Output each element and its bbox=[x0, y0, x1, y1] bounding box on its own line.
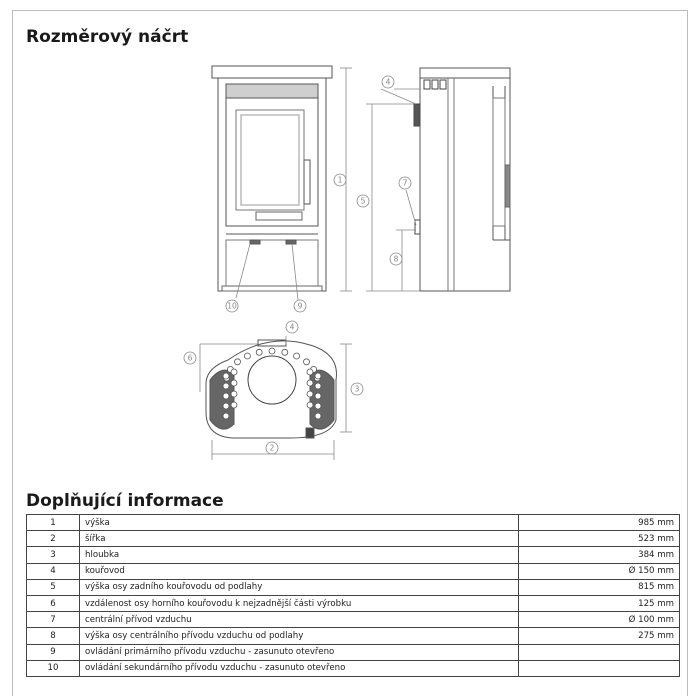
spec-label: šířka bbox=[80, 531, 519, 547]
callout-marker bbox=[266, 442, 278, 454]
spec-value: 985 mm bbox=[519, 515, 680, 531]
vent-hole bbox=[315, 393, 321, 399]
spec-row bbox=[27, 515, 680, 531]
air-vent-holes bbox=[223, 348, 321, 419]
drawing-section-title: Rozměrový náčrt bbox=[26, 27, 189, 47]
vent-hole bbox=[223, 373, 229, 379]
spec-row bbox=[27, 531, 680, 547]
callout-marker bbox=[382, 76, 394, 88]
spec-value bbox=[519, 660, 680, 676]
spec-number: 2 bbox=[27, 531, 80, 547]
vent-hole bbox=[231, 391, 237, 397]
spec-row bbox=[27, 628, 680, 644]
vent-hole bbox=[223, 413, 229, 419]
spec-row bbox=[27, 563, 680, 579]
spec-label: centrální přívod vzduchu bbox=[80, 612, 519, 628]
callout-number: 1 bbox=[337, 175, 343, 185]
spec-value: 523 mm bbox=[519, 531, 680, 547]
callout-marker bbox=[226, 300, 238, 312]
callout-number: 7 bbox=[402, 178, 408, 188]
spec-number: 6 bbox=[27, 595, 80, 611]
spec-number: 3 bbox=[27, 547, 80, 563]
vent-hole bbox=[231, 402, 237, 408]
vent-hole bbox=[223, 403, 229, 409]
spec-number: 8 bbox=[27, 628, 80, 644]
vent-hole bbox=[294, 353, 300, 359]
spec-value: 815 mm bbox=[519, 579, 680, 595]
callout-marker bbox=[357, 195, 369, 207]
spec-number: 4 bbox=[27, 563, 80, 579]
vent-hole bbox=[307, 369, 313, 375]
spec-value: 384 mm bbox=[519, 547, 680, 563]
spec-row bbox=[27, 660, 680, 676]
stove-side-view bbox=[414, 68, 510, 291]
callout-number: 4 bbox=[385, 77, 391, 87]
spec-value: 275 mm bbox=[519, 628, 680, 644]
callout-marker bbox=[286, 321, 298, 333]
spec-label: ovládání primárního přívodu vzduchu - zasunuto otevřeno bbox=[80, 644, 519, 660]
callout-marker bbox=[294, 300, 306, 312]
callout-marker bbox=[334, 174, 346, 186]
spec-label: ovládání sekundárního přívodu vzduchu - zasunuto otevřeno bbox=[80, 660, 519, 676]
vent-hole bbox=[315, 373, 321, 379]
stove-front-view bbox=[212, 66, 332, 300]
spec-row bbox=[27, 644, 680, 660]
vent-hole bbox=[282, 349, 288, 355]
spec-row bbox=[27, 547, 680, 563]
spec-value: Ø 150 mm bbox=[519, 563, 680, 579]
vent-hole bbox=[315, 413, 321, 419]
spec-row bbox=[27, 595, 680, 611]
spec-number: 9 bbox=[27, 644, 80, 660]
spec-label: výška osy zadního kouřovodu od podlahy bbox=[80, 579, 519, 595]
vent-hole bbox=[269, 348, 275, 354]
callout-number: 5 bbox=[360, 196, 366, 206]
spec-number: 7 bbox=[27, 612, 80, 628]
vent-hole bbox=[256, 349, 262, 355]
vent-hole bbox=[307, 402, 313, 408]
vent-hole bbox=[307, 391, 313, 397]
vent-hole bbox=[235, 359, 241, 365]
vent-hole bbox=[304, 359, 310, 365]
callout-number: 9 bbox=[297, 301, 303, 311]
callout-number: 6 bbox=[187, 353, 193, 363]
callout-marker bbox=[351, 383, 363, 395]
vent-hole bbox=[307, 380, 313, 386]
spec-number: 10 bbox=[27, 660, 80, 676]
vent-hole bbox=[315, 403, 321, 409]
spec-row bbox=[27, 612, 680, 628]
spec-row bbox=[27, 579, 680, 595]
vent-hole bbox=[223, 393, 229, 399]
callout-number: 10 bbox=[227, 301, 237, 311]
vent-hole bbox=[223, 383, 229, 389]
callout-number: 4 bbox=[289, 322, 295, 332]
spec-label: hloubka bbox=[80, 547, 519, 563]
spec-number: 1 bbox=[27, 515, 80, 531]
spec-number: 5 bbox=[27, 579, 80, 595]
callout-marker bbox=[399, 177, 411, 189]
spec-value bbox=[519, 644, 680, 660]
callout-number: 2 bbox=[269, 443, 275, 453]
spec-label: kouřovod bbox=[80, 563, 519, 579]
vent-hole bbox=[231, 380, 237, 386]
spec-value: Ø 100 mm bbox=[519, 612, 680, 628]
info-section-title: Doplňující informace bbox=[26, 491, 224, 511]
callout-marker bbox=[184, 352, 196, 364]
spec-label: vzdálenost osy horního kouřovodu k nejzadnější části výrobku bbox=[80, 595, 519, 611]
vent-hole bbox=[244, 353, 250, 359]
vent-hole bbox=[231, 369, 237, 375]
spec-label: výška osy centrálního přívodu vzduchu od podlahy bbox=[80, 628, 519, 644]
callout-marker bbox=[390, 253, 402, 265]
callout-number: 8 bbox=[393, 254, 399, 264]
vent-hole bbox=[315, 383, 321, 389]
spec-label: výška bbox=[80, 515, 519, 531]
specs-table bbox=[26, 514, 680, 677]
callout-number: 3 bbox=[354, 384, 360, 394]
spec-value: 125 mm bbox=[519, 595, 680, 611]
